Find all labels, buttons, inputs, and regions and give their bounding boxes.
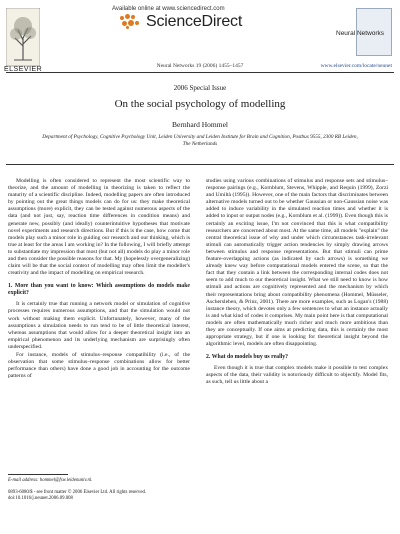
body-paragraph: Modelling is often considered to represent the most scientific way to theorize, and the amount of modelling in theorizing is taken to reflect the maturity of a scientific discipline. Indeed, modelling papers are often introduced by pointing out the great things models can do for us: they make theoretical assumptions (more) explicit, they can be tested against numerous aspects of the data (and not just, say, reaction time differences in condition means) and generate new, possibly (and ideally) counterintuitive hypotheses that motivate novel experiments and research directions. But if this is the case, how come that models play such a minor role in guiding our research and our thinking, which is true at least for the areas I am working in? In the following, I will briefly attempt to substantiate my impression that most (but not all) models do play a minor role and then consider the possible reasons for that. My (hopelessly overgeneralizing) claim will be that the social context of modelling may often limit the modeller's creativity and the impact of modelling on empirical research. <box>8 178 190 277</box>
author-email[interactable]: E-mail address: hommel@fsw.leidenuniv.nl. <box>8 478 93 483</box>
journal-title: Neural Networks <box>336 30 385 37</box>
abstract-rule <box>6 164 394 165</box>
right-column <box>206 178 388 388</box>
section-heading-1: 1. More than you want to know: Which assumptions do models make explicit? <box>8 283 190 297</box>
issn-line: 0893-6080/$ - see front matter © 2006 Elsevier Ltd. All rights reserved. <box>8 490 147 495</box>
body-paragraph: For instance, models of stimulus–response compatibility (i.e., of the observation that some stimulus–response combinations allow for better performance than others) have done a good job in accounting for the outcome patterns of <box>8 351 190 380</box>
sciencedirect-brand: ScienceDirect <box>146 13 243 30</box>
journal-citation: Neural Networks 19 (2006) 1455–1457 <box>156 63 244 69</box>
footnote-rule <box>8 474 68 475</box>
header-rule <box>6 72 394 73</box>
section-heading-2: 2. What do models buy us really? <box>206 354 289 361</box>
article-title: On the social psychology of modelling <box>114 98 286 110</box>
doi-line[interactable]: doi:10.1016/j.neunet.2006.09.008 <box>8 496 73 501</box>
elsevier-tree-logo <box>6 8 40 68</box>
author-affiliation: Department of Psychology, Cognitive Psychology Unit, Leiden University and Leiden Institute for Brain and Cognition, Postbus 9555, 2300 RB Leiden, The Netherlands <box>42 134 358 147</box>
sciencedirect-dots-icon <box>120 14 142 30</box>
publisher-name: ELSEVIER <box>4 66 43 73</box>
special-issue-label: 2006 Special Issue <box>173 84 227 92</box>
body-paragraph: It is certainly true that running a network model or simulation of cognitive processes requires numerous assumptions, and that the simulation would not work without making them explicit. Unfortunately, however, many of the assumptions a simulation needs to run tend to be of little theoretical interest, whereas assumptions that would allow for a deeper theoretical insight into an empirical phenomenon and its underlying mechanism are surprisingly often underspecified. <box>8 301 190 350</box>
available-online-text[interactable]: Available online at www.sciencedirect.com <box>112 6 225 12</box>
body-paragraph: Even though it is true that complex models make it possible to test complex aspects of the data, their validity is notoriously difficult to objectify. Model fits, as such, tell us little about a <box>206 365 388 386</box>
left-column <box>8 178 190 381</box>
journal-header <box>0 0 400 78</box>
journal-url-link[interactable]: www.elsevier.com/locate/neunet <box>320 63 392 69</box>
copyright-block <box>8 490 146 502</box>
body-paragraph: studies using various combinations of stimulus and response sets and stimulus–response pairings (e.g., Kornblum, Stevens, Whipple, and Requin (1999), Zorzi and Umiltà (1995)). However, one of the main factors that discriminates between alternative models turned out to be whether Gaussian or non-Gaussian noise was added to induce variability in the simulated reaction times and whether it is added to input or output nodes (e.g., Kornblum et al. (1999)). Even though this is certainly an exciting issue, I'm not convinced that this is what compatibility researchers are concerned about most. At the same time, all models "explain" the central theoretical issue of why and under which circumstances task-irrelevant stimuli can automatically trigger action tendencies by simply drawing arrows between stimulus and response representations. But that stimuli can prime feature-overlapping actions (as indicated by such arrows) is something we already knew way before computational models entered the scene, so that the fact that they contain a link between the corresponding internal codes does not seem to add much to our theoretical insight. What we still need to know is how stimuli and actions are cognitively represented and the mechanism by which their representations bring about compatibility phenomena (Hommel, Müsseler, Aschersleben, & Prinz, 2001). There are more examples, such as Logan's (1988) instance theory, which devotes only a few sentences to what an instance actually is and what kind of codes it comprises. My main point here is that computational models are often mathematically much richer and much more ambitious than they are conceptually. If one aims at predicting data, this is certainly the most appropriate strategy, but if one is looking for theoretical insight beyond the algorithmic level, models are often disappointing. <box>206 178 388 348</box>
article-author: Bernhard Hommel <box>171 120 229 129</box>
